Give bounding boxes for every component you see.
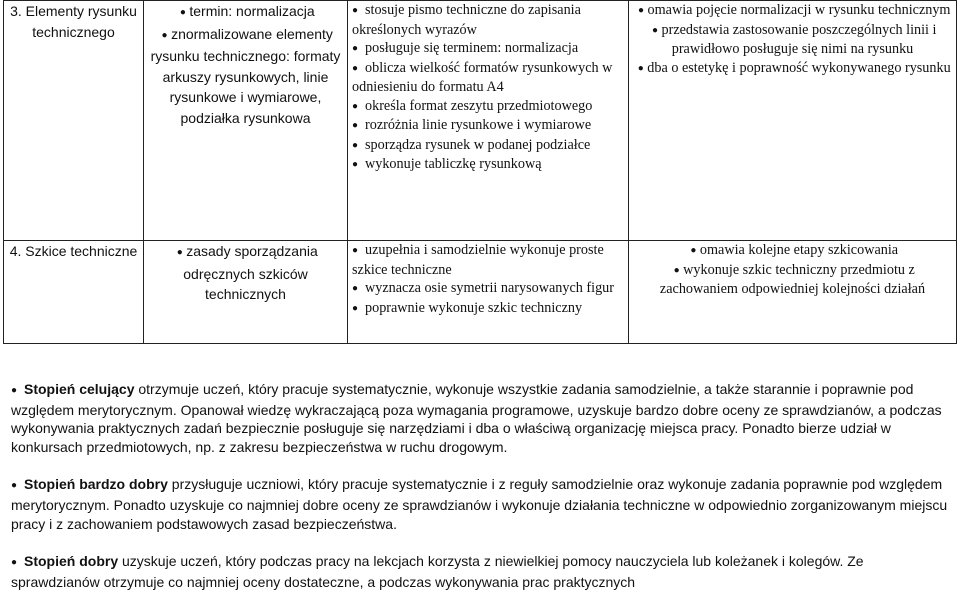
bullet-icon: ● <box>352 100 359 112</box>
bullet-icon: ● <box>352 120 359 131</box>
bullet-icon: ● <box>352 302 359 314</box>
grade-name: Stopień celujący <box>24 381 135 397</box>
list-item: ● dba o estetykę i poprawność wykonywanego rysunku <box>633 59 952 79</box>
list-item: ● wykonuje szkic techniczny przedmiotu z zachowaniem odpowiedniej kolejności działań <box>659 261 926 297</box>
list-item: ● uzupełnia i samodzielnie wykonuje proste szkice techniczne <box>352 242 604 278</box>
list-item: ● posługuje się terminem: normalizacja <box>352 39 624 59</box>
requirements-table <box>3 0 957 344</box>
bullet-icon: ● <box>637 5 645 16</box>
bullet-icon: ● <box>352 5 359 16</box>
grade-criteria <box>11 380 956 610</box>
list-item: ● omawia pojęcie normalizacji w rysunku technicznym <box>633 1 952 21</box>
list-item: ● omawia kolejne etapy szkicowania <box>633 241 952 261</box>
bullet-icon: ● <box>690 245 697 256</box>
grade-description: otrzymuje uczeń, który pracuje systematycznie, wykonuje wszystkie zadania samodzielnie, a także starannie i poprawnie pod względem merytorycznym. Opanował wiedzę wykraczającą poza wymagania programowe, uzyskuje bardzo dobre oceny ze sprawdzianów, a podczas wykonywania praktycznych zadań bezpiecznie posługuje się narzędziami i dba o właściwą organizację miejsca pracy. Ponadto bierze udział w konkursach przedmiotowych, np. z zakresu bezpieczeństwa w ruchu drogowym. <box>11 381 942 455</box>
table-row <box>4 241 957 344</box>
list-item: ● zasady sporządzania odręcznych szkiców technicznych <box>148 241 343 305</box>
list-item: ● termin: normalizacja <box>148 1 343 24</box>
grade-paragraph <box>11 475 956 533</box>
bullet-icon: ● <box>11 557 18 569</box>
extended-requirements-cell <box>629 1 957 241</box>
list-item: ● poprawnie wykonuje szkic techniczny <box>352 299 624 319</box>
contents-cell <box>144 241 348 344</box>
contents-cell <box>144 1 348 241</box>
bullet-icon: ● <box>352 159 359 170</box>
list-item: ● stosuje pismo techniczne do zapisania określonych wyrazów <box>352 2 581 38</box>
grade-name: Stopień bardzo dobry <box>24 476 168 493</box>
grade-paragraph <box>11 552 956 591</box>
grade-paragraph <box>11 380 956 456</box>
list-item: ● określa format zeszytu przedmiotowego <box>352 97 624 117</box>
bullet-icon: ● <box>179 7 186 18</box>
topic-cell: 4. Szkice techniczne <box>4 241 144 344</box>
bullet-icon: ● <box>673 264 680 276</box>
list-item: ● wykonuje tabliczkę rysunkową <box>352 155 624 175</box>
list-item: ● wyznacza osie symetrii narysowanych figur <box>352 279 624 299</box>
basic-requirements-cell <box>348 241 629 344</box>
bullet-icon: ● <box>352 62 359 74</box>
bullet-icon: ● <box>651 24 659 36</box>
list-item: ● rozróżnia linie rysunkowe i wymiarowe <box>352 116 624 136</box>
grade-description: przysługuje uczniowi, który pracuje systematycznie i z reguły samodzielnie oraz wykonuje zadania poprawnie pod względem merytorycznym. Ponadto uzyskuje co najmniej dobre oceny ze sprawdzianów i wykonuje działania techniczne w odpowiednio zorganizowanym miejscu pracy i z zachowaniem podstawowych zasad bezpieczeństwa. <box>11 476 948 532</box>
bullet-icon: ● <box>637 62 644 74</box>
bullet-icon: ● <box>11 480 18 492</box>
list-item: ● znormalizowane elementy rysunku technicznego: formaty arkuszy rysunkowych, linie rysunkowe i wymiarowe, podziałka rysunkowa <box>150 25 341 126</box>
list-item: ● przedstawia zastosowanie poszczególnych linii i prawidłowo posługuje się nimi na rysunku <box>633 21 952 59</box>
extended-requirements-cell <box>629 241 957 344</box>
bullet-icon: ● <box>352 245 359 256</box>
table-row <box>4 1 957 241</box>
topic-cell: 3. Elementy rysunku technicznego <box>4 1 144 241</box>
grade-description: uzyskuje uczeń, który podczas pracy na lekcjach korzysta z niewielkiej pomocy nauczyciela lub koleżanek i kolegów. Ze sprawdzianów otrzymuje co najmniej oceny dostateczne, a podczas wykonywania prac praktycznych <box>11 553 864 590</box>
bullet-icon: ● <box>176 247 183 258</box>
bullet-icon: ● <box>352 139 359 151</box>
bullet-icon: ● <box>161 29 168 41</box>
list-item: ● sporządza rysunek w podanej podziałce <box>352 136 624 156</box>
bullet-icon: ● <box>352 43 359 54</box>
bullet-icon: ● <box>11 385 18 396</box>
basic-requirements-cell <box>348 1 629 241</box>
grade-name: Stopień dobry <box>24 553 119 570</box>
list-item: ● oblicza wielkość formatów rysunkowych w odniesieniu do formatu A4 <box>352 59 613 95</box>
bullet-icon: ● <box>352 283 359 294</box>
